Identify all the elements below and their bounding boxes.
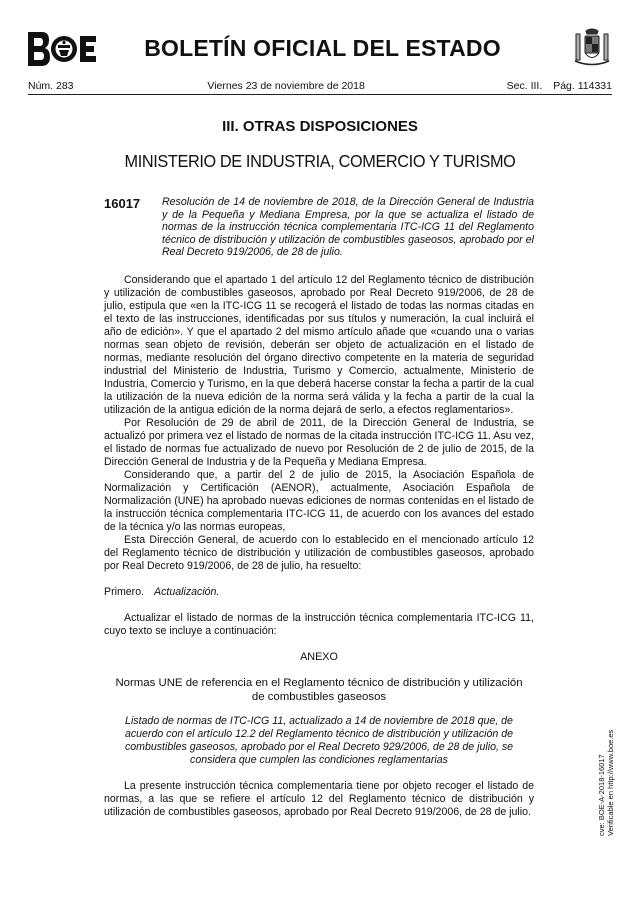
- resolution-summary: Resolución de 14 de noviembre de 2018, de la Dirección General de Industria y de la Pequeña y Mediana Empresa, por la que se actualiza el listado de normas de la instrucción técnica complementaria ITC-ICG 11 del Reglamento técnico de distribución y utilización de combustibles gaseosos, aprobado por el Real Decreto 919/2006, de 28 de julio.: [162, 196, 534, 259]
- article-ordinal: Primero.: [104, 586, 145, 598]
- paragraph: Por Resolución de 29 de abril de 2011, de la Dirección General de Industria, se actualizó por primera vez el listado de normas de la citada instrucción ITC-ICG 11. Asu vez, el listado de normas fue actualizado de nuevo por Resolución de 2 de julio de 2015, de la Dirección General de Industria y de la Pequeña y Mediana Empresa.: [104, 417, 534, 468]
- header-meta: [28, 80, 612, 92]
- paragraph: Esta Dirección General, de acuerdo con lo establecido en el mencionado artículo 12 del Reglamento técnico de distribución y utilización de combustibles gaseosos, aprobado por Real Decreto 919/2006, de 28 de julio, ha resuelto:: [104, 534, 534, 572]
- publication-date: Viernes 23 de noviembre de 2018: [207, 80, 365, 92]
- annex-subtitle: Normas UNE de referencia en el Reglamento técnico de distribución y utilización de combustibles gaseosos: [115, 677, 523, 703]
- section-label: Sec. III.: [506, 80, 543, 92]
- document-body: [104, 274, 534, 819]
- verification-stamp: [597, 730, 615, 836]
- paragraph: Actualizar el listado de normas de la instrucción técnica complementaria ITC-ICG 11, cuyo texto se incluye a continuación:: [104, 612, 534, 637]
- paragraph: Considerando que, a partir del 2 de julio de 2015, la Asociación Española de Normalización y Certificación (AENOR), actualmente, Asociación Española de Normalización (UNE) ha aprobado nuevas ediciones de normas contenidas en el listado de la instrucción técnica complementaria ITC-ICG 11, de acuerdo con los avances del estado de la técnica y/o las normas europeas,: [104, 469, 534, 533]
- annex-title: ANEXO: [300, 651, 338, 663]
- coat-of-arms-icon: [573, 28, 611, 68]
- boe-logo-icon: [28, 32, 98, 66]
- paragraph: La presente instrucción técnica complementaria tiene por objeto recoger el listado de normas, a las que se refiere el artículo 12 del Reglamento técnico de distribución y utilización de combustibles gaseosos, aprobado por Real Decreto 919/2006, de 28 de julio.: [104, 780, 534, 819]
- section-page: [499, 80, 612, 92]
- section-title: III. OTRAS DISPOSICIONES: [222, 118, 418, 135]
- bulletin-title: BOLETÍN OFICIAL DEL ESTADO: [144, 35, 501, 61]
- verification-url: Verificable en http://www.boe.es: [606, 729, 615, 836]
- annex-note: Listado de normas de ITC-ICG 11, actualizado a 14 de noviembre de 2018 que, de acuerdo con el artículo 12.2 del Reglamento técnico de distribución y utilización de combustibles gaseosos, aprobado por el Real Decreto 929/2006, de 28 de julio, se considera que cumplen las condiciones reglamentarias: [124, 715, 514, 767]
- header-divider: [28, 94, 612, 95]
- article-primero: [104, 586, 534, 599]
- resolution-number: 16017: [104, 196, 141, 211]
- cve-code: cve: BOE-A-2018-16017: [597, 754, 606, 836]
- ministry-title: MINISTERIO DE INDUSTRIA, COMERCIO Y TURISMO: [124, 151, 516, 171]
- page-number: Pág. 114331: [553, 80, 612, 92]
- issue-number: Núm. 283: [28, 80, 74, 92]
- paragraph: Considerando que el apartado 1 del artículo 12 del Reglamento técnico de distribución y utilización de combustibles gaseosos, aprobado por Real Decreto 919/2006, de 28 de julio, estipula que «en la ITC-ICG 11 se recogerá el listado de todas las normas citadas en el texto de las instrucciones, identificadas por sus títulos y numeración, la cual incluirá el año de edición». Y que el apartado 2 del mismo artículo añade que «cuando una o varias normas sean objeto de revisión, deberán ser objeto de actualización en el listado de normas, mediante resolución del órgano directivo competente en la materia de seguridad industrial del Ministerio de Industria, Turismo y Comercio, actualmente, Ministerio de Industria, Comercio y Turismo, en la que deberá hacerse constar la fecha a partir de la cual la utilización de la nueva edición de la norma será válida y la fecha a partir de la cual la utilización de la antigua edición de la norma dejará de serlo, a efectos reglamentarios».: [104, 274, 534, 416]
- article-label: Actualización.: [154, 586, 220, 598]
